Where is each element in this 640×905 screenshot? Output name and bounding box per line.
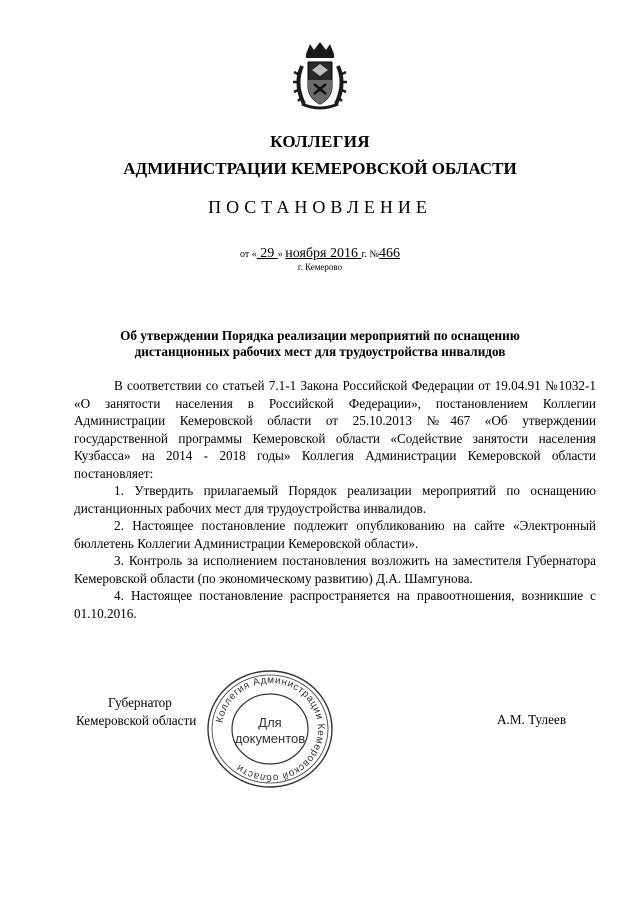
signatory-title [76, 694, 196, 729]
date-mid: » [277, 249, 286, 260]
date-suffix: г. № [361, 249, 379, 260]
coat-of-arms-emblem [292, 40, 348, 112]
document-city: г. Кемерово [297, 262, 343, 272]
title-line-1: Об утверждении Порядка реализации мероприятий по оснащению [120, 328, 520, 343]
body-paragraph-preamble: В соответствии со статьей 7.1-1 Закона Российской Федерации от 19.04.91 №1032-1 «О занятости населения в Российской Федерации», постановлением Коллегии Администрации Кемеровской области от 25.10.2013 №467 «Об утверждении государственной программы Кемеровской области «Содействие занятости населения Кузбасса» на 2014 - 2018 годы» Коллегия Администрации Кемеровской области постановляет: [74, 378, 596, 481]
date-month-year: ноября 2016 [285, 246, 362, 261]
signatory-name: А.М. Тулеев [497, 712, 567, 727]
date-day: 29 [256, 246, 278, 261]
organization-name-line1: КОЛЛЕГИЯ [270, 132, 370, 151]
body-paragraph-item-2: 2. Настоящее постановление подлежит опубликованию на сайте «Электронный бюллетень Коллегии Администрации Кемеровской области». [74, 518, 596, 551]
document-date-number [0, 246, 640, 262]
body-paragraph-item-3: 3. Контроль за исполнением постановления возложить на заместителя Губернатора Кемеровской области (по экономическому развитию) Д.А. Шамгунова. [74, 553, 596, 586]
title-line-2: дистанционных рабочих мест для трудоустройства инвалидов [134, 344, 506, 359]
date-prefix: от « [240, 249, 257, 260]
document-title [80, 328, 560, 360]
stamp-center-line1: Для [258, 715, 282, 730]
signatory-title-line1: Губернатор [108, 695, 172, 710]
official-stamp [202, 667, 338, 791]
signatory-title-line2: Кемеровской области [76, 712, 197, 728]
document-body [74, 377, 596, 622]
body-paragraph-item-4: 4. Настоящее постановление распространяется на правоотношения, возникшие с 01.10.2016. [74, 588, 596, 621]
body-paragraph-item-1: 1. Утвердить прилагаемый Порядок реализации мероприятий по оснащению дистанционных рабочих мест для трудоустройства инвалидов. [74, 483, 596, 516]
organization-name-line2: АДМИНИСТРАЦИИ КЕМЕРОВСКОЙ ОБЛАСТИ [123, 159, 517, 178]
stamp-center-line2: документов [234, 731, 306, 746]
document-type: ПОСТАНОВЛЕНИЕ [208, 197, 432, 217]
document-number: 466 [379, 246, 400, 261]
stamp-ring-text: Коллегия Администрации Кемеровской области [214, 674, 327, 784]
